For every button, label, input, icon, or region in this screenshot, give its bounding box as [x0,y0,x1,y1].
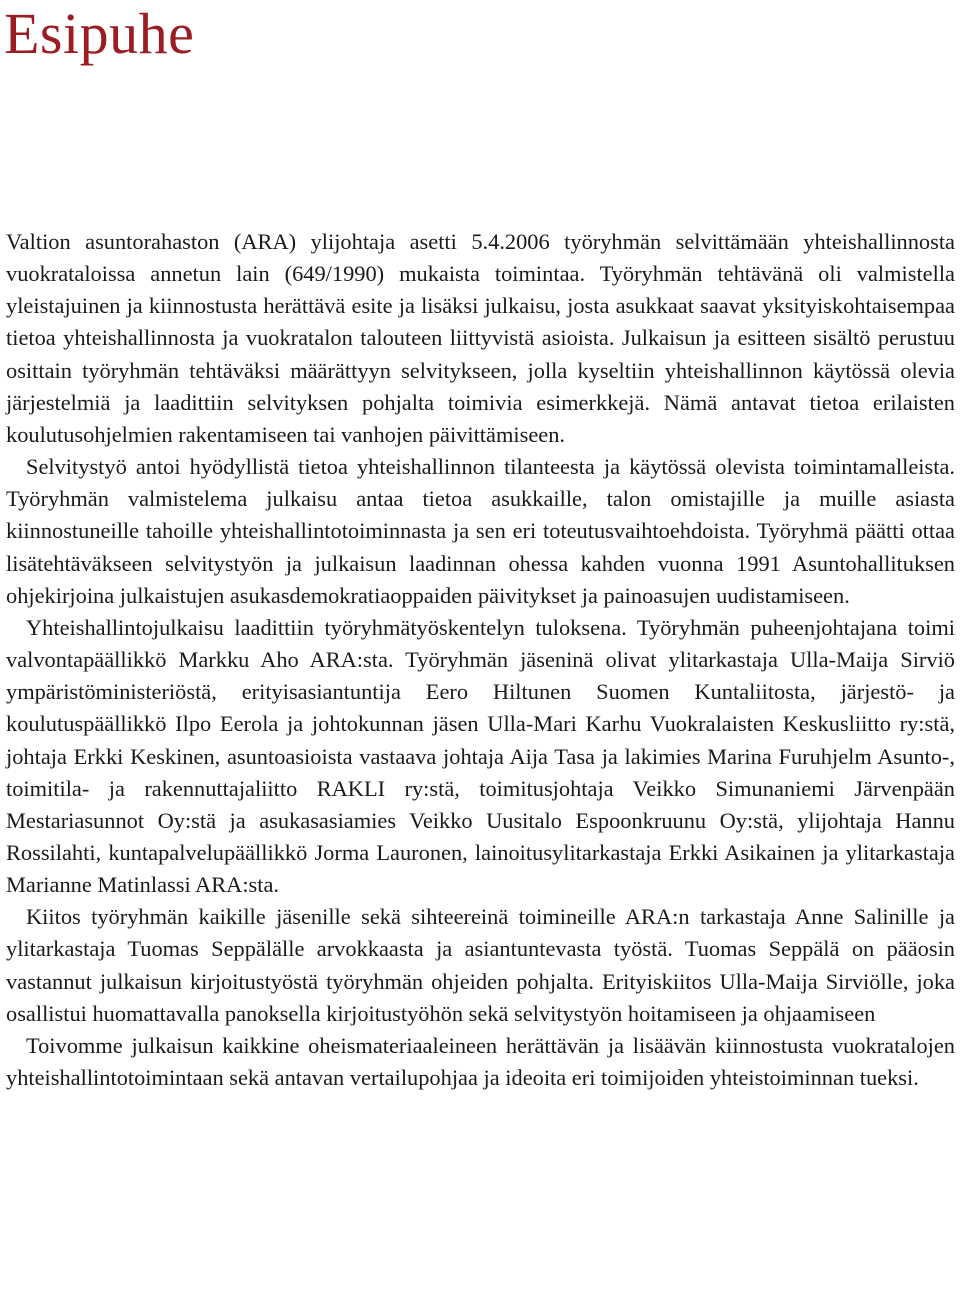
paragraph-1: Valtion asuntorahaston (ARA) ylijohtaja asetti 5.4.2006 työryhmän selvittämään yhteishallinnosta vuokrataloissa annetun lain (649/1990) mukaista toimintaa. Työryhmän tehtävänä oli valmistella yleistajuinen ja kiinnostusta herättävä esite ja lisäksi julkaisu, josta asukkaat saavat yksityiskohtaisempaa tietoa yhteishallinnosta ja vuokratalon talouteen liittyvistä asioista. Julkaisun ja esitteen sisältö perustuu osittain työryhmän tehtäväksi määrättyyn selvitykseen, jolla kyseltiin yhteishallinnon käytössä olevia järjestelmiä ja laadittiin selvityksen pohjalta toimivia esimerkkejä. Nämä antavat tietoa erilaisten koulutusohjelmien rakentamiseen tai vanhojen päivittämiseen. [6,229,955,447]
paragraph-2: Selvitystyö antoi hyödyllistä tietoa yhteishallinnon tilanteesta ja käytössä olevista toimintamalleista. Työryhmän valmistelema julkaisu antaa tietoa asukkaille, talon omistajille ja muille asiasta kiinnostuneille tahoille yhteishallintotoiminnasta ja sen eri toteutusvaihtoehdoista. Työryhmä päätti ottaa lisätehtäväkseen selvitystyön ja julkaisun laadinnan ohessa kahden vuonna 1991 Asuntohallituksen ohjekirjoina julkaistujen asukasdemokratiaoppaiden päivitykset ja painoasujen uudistamiseen. [6,454,955,608]
paragraph-3: Yhteishallintojulkaisu laadittiin työryhmätyöskentelyn tuloksena. Työryhmän puheenjohtajana toimi valvontapäällikkö Markku Aho ARA:sta. Työryhmän jäseninä olivat ylitarkastaja Ulla-Maija Sirviö ympäristöministeriöstä, erityisasiantuntija Eero Hiltunen Suomen Kuntaliitosta, järjestö- ja koulutuspäällikkö Ilpo Eerola ja johtokunnan jäsen Ulla-Mari Karhu Vuokralaisten Keskusliitto ry:stä, johtaja Erkki Keskinen, asuntoasioista vastaava johtaja Aija Tasa ja lakimies Marina Furuhjelm Asunto-, toimitila- ja rakennuttajaliitto RAKLI ry:stä, toimitusjohtaja Veikko Simunaniemi Järvenpään Mestariasunnot Oy:stä ja asukasasiamies Veikko Uusitalo Espoonkruunu Oy:stä, ylijohtaja Hannu Rossilahti, kuntapalvelupäällikkö Jorma Lauronen, lainoitusylitarkastaja Erkki Asikainen ja ylitarkastaja Marianne Matinlassi ARA:sta. [6,614,955,898]
paragraph-4: Kiitos työryhmän kaikille jäsenille sekä sihteereinä toimineille ARA:n tarkastaja Anne Salinille ja ylitarkastaja Tuomas Seppälälle arvokkaasta ja asiantuntevasta työstä. Tuomas Seppälä on pääosin vastannut julkaisun kirjoitustyöstä työryhmän ohjeiden pohjalta. Erityiskiitos Ulla-Maija Sirviölle, joka osallistui huomattavalla panoksella kirjoitustyöhön sekä selvitystyön hoitamiseen ja ohjaamiseen [6,904,955,1026]
page-title: Esipuhe [4,1,195,66]
preface-body [6,226,955,1094]
paragraph-5: Toivomme julkaisun kaikkine oheismateriaaleineen herättävän ja lisäävän kiinnostusta vuokratalojen yhteishallintotoimintaan sekä antavan vertailupohjaa ja ideoita eri toimijoiden yhteistoiminnan tueksi. [6,1032,955,1091]
